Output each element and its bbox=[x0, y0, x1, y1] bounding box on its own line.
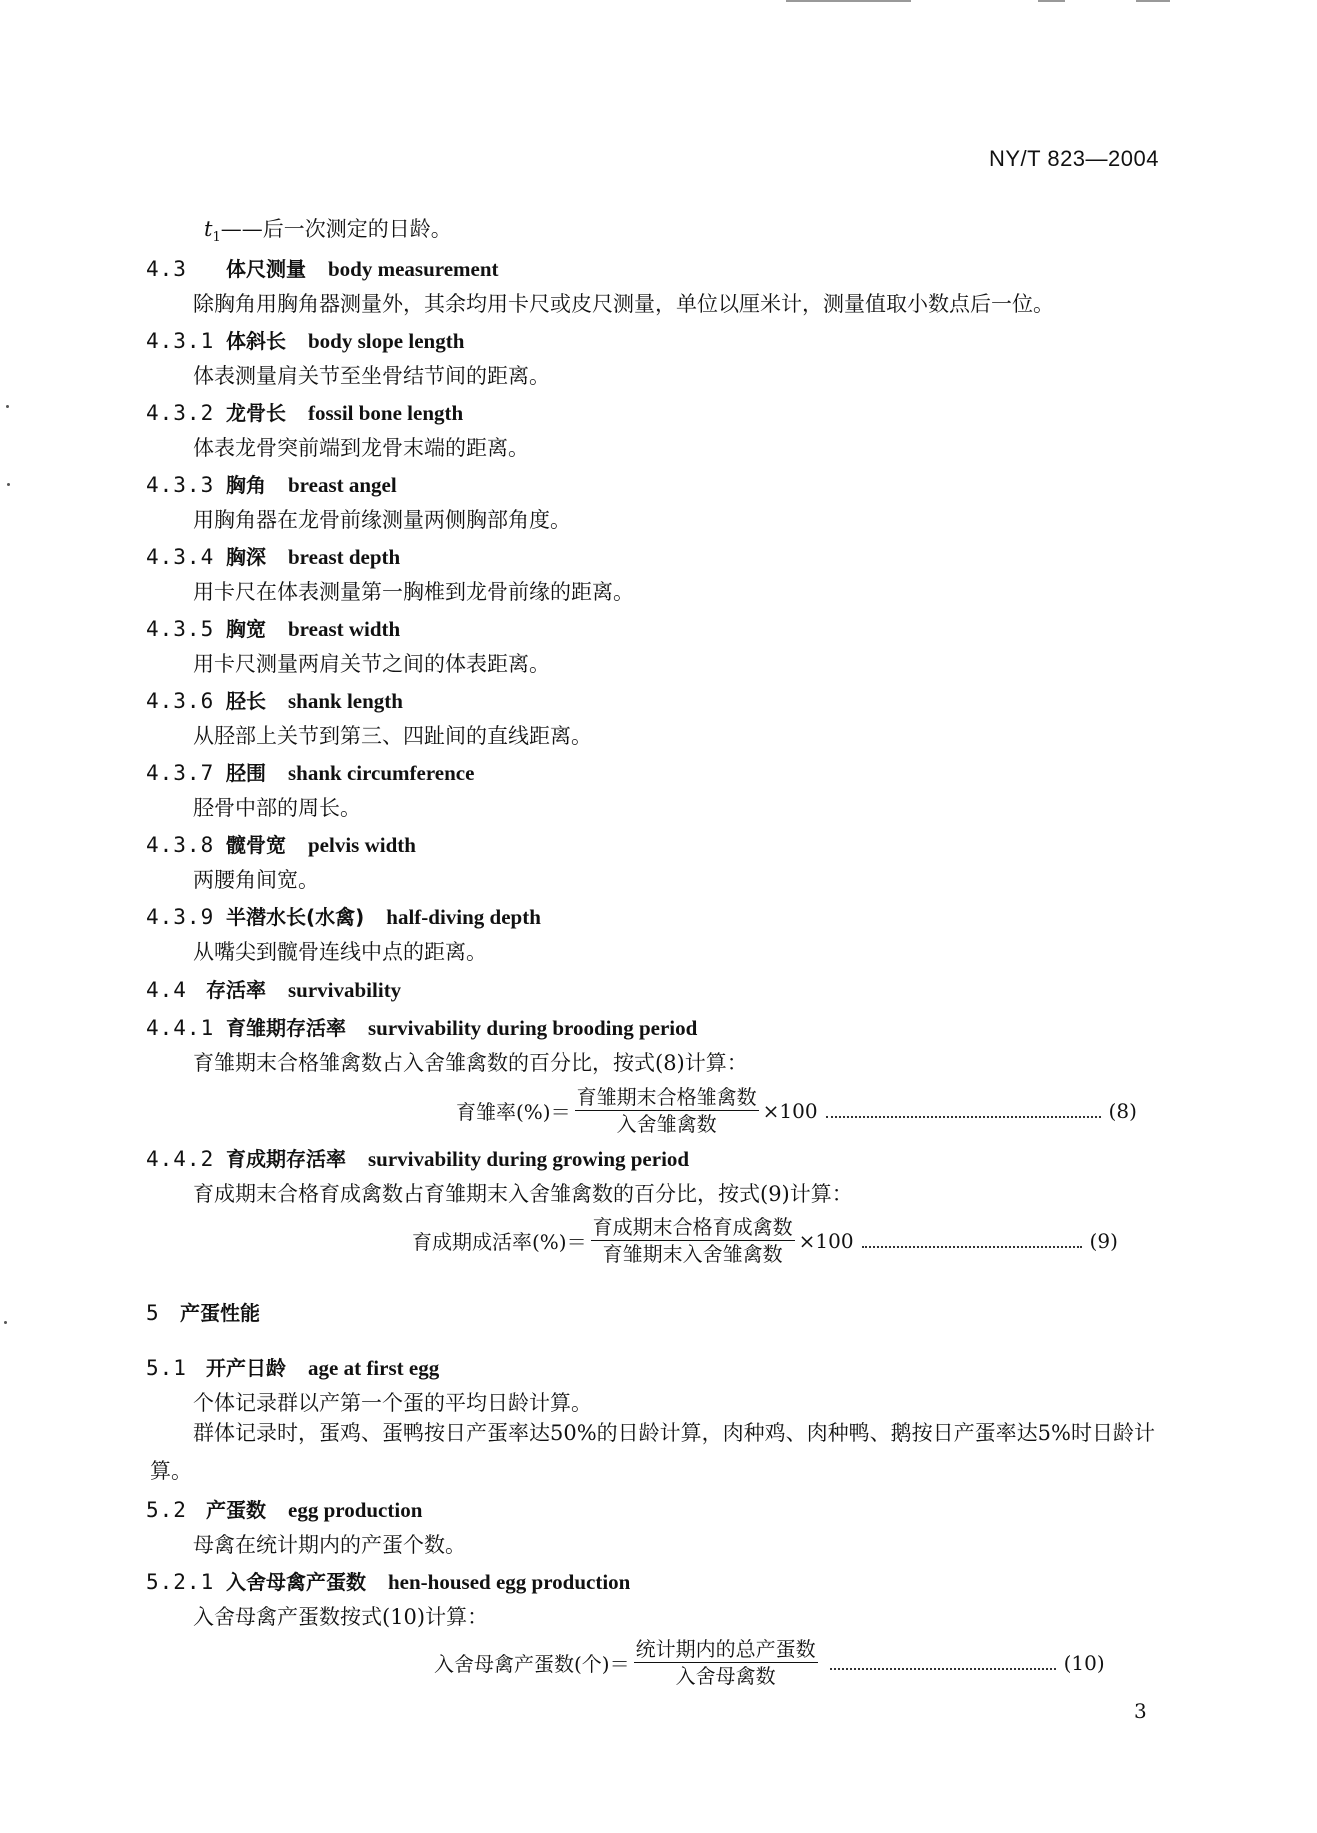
clause-heading-4-3-9 bbox=[146, 901, 541, 930]
formula-lhs: 育成期成活率(%)＝ bbox=[412, 1230, 587, 1254]
clause-number: 4.3.2 bbox=[146, 401, 215, 425]
clause-text-5-1-a: 个体记录群以产第一个蛋的平均日龄计算。 bbox=[193, 1391, 592, 1415]
formula-numerator: 育成期末合格育成禽数 bbox=[592, 1215, 793, 1239]
clause-term-zh: 胸宽 bbox=[226, 617, 266, 641]
clause-heading-4-3-2 bbox=[146, 397, 463, 426]
clause-heading-4-3 bbox=[146, 253, 499, 282]
clause-heading-4-4-1 bbox=[146, 1012, 697, 1041]
clause-heading-5-2-1 bbox=[146, 1566, 630, 1595]
clause-term-zh: 胫长 bbox=[226, 689, 266, 713]
section-heading-5 bbox=[146, 1297, 260, 1326]
clause-term-zh: 龙骨长 bbox=[226, 401, 286, 425]
clause-number: 4.3 bbox=[146, 257, 187, 281]
formula-lhs: 育雏率(%)＝ bbox=[456, 1100, 571, 1124]
clause-term-zh: 胸深 bbox=[226, 545, 266, 569]
scan-speck bbox=[6, 405, 9, 408]
formula-multiplier: ×100 bbox=[798, 1228, 854, 1253]
clause-term-en: breast width bbox=[288, 617, 401, 641]
formula-numerator: 育雏期末合格雏禽数 bbox=[576, 1085, 757, 1109]
clause-heading-5-1 bbox=[146, 1352, 439, 1381]
clause-number: 4.4.1 bbox=[146, 1016, 215, 1040]
clause-term-zh: 胸角 bbox=[226, 473, 266, 497]
clause-term-zh: 存活率 bbox=[206, 978, 266, 1002]
clause-text-5-2: 母禽在统计期内的产蛋个数。 bbox=[193, 1533, 466, 1557]
clause-term-en: survivability during growing period bbox=[368, 1147, 690, 1171]
section-title: 产蛋性能 bbox=[180, 1301, 260, 1325]
clause-term-en: breast angel bbox=[288, 473, 397, 497]
clause-number: 4.4.2 bbox=[146, 1147, 215, 1171]
standard-code: NY/T 823—2004 bbox=[989, 146, 1159, 171]
clause-term-en: shank length bbox=[288, 689, 403, 713]
equation-number: (8) bbox=[1108, 1098, 1137, 1123]
clause-number: 4.3.7 bbox=[146, 761, 215, 785]
formula-denominator: 入舍雏禽数 bbox=[616, 1112, 717, 1136]
clause-term-en: breast depth bbox=[288, 545, 401, 569]
dot-leader bbox=[830, 1668, 1056, 1670]
clause-term-en: body measurement bbox=[328, 257, 499, 281]
clause-heading-4-3-5 bbox=[146, 613, 400, 642]
clause-text-4-3: 除胸角用胸角器测量外，其余均用卡尺或皮尺测量，单位以厘米计，测量值取小数点后一位。 bbox=[193, 292, 1054, 316]
clause-number: 5.1 bbox=[146, 1356, 187, 1380]
clause-heading-4-4 bbox=[146, 974, 401, 1003]
clause-term-en: survivability during brooding period bbox=[368, 1016, 698, 1040]
dot-leader bbox=[862, 1246, 1082, 1248]
clause-heading-4-3-3 bbox=[146, 469, 397, 498]
variable-symbol: t bbox=[204, 217, 213, 241]
clause-text-5-2-1: 入舍母禽产蛋数按式(10)计算： bbox=[193, 1605, 489, 1629]
clause-term-zh: 半潜水长(水禽) bbox=[226, 905, 365, 929]
section-number: 5 bbox=[146, 1301, 160, 1325]
formula-numerator: 统计期内的总产蛋数 bbox=[635, 1637, 816, 1661]
clause-term-zh: 开产日龄 bbox=[206, 1356, 286, 1380]
clause-text-4-3-3: 用胸角器在龙骨前缘测量两侧胸部角度。 bbox=[193, 508, 571, 532]
clause-heading-4-3-6 bbox=[146, 685, 403, 714]
clause-number: 4.3.9 bbox=[146, 905, 215, 929]
clause-number: 4.4 bbox=[146, 978, 187, 1002]
clause-heading-4-4-2 bbox=[146, 1143, 689, 1172]
clause-term-zh: 体斜长 bbox=[226, 329, 286, 353]
clause-heading-4-3-1 bbox=[146, 325, 464, 354]
clause-term-en: hen-housed egg production bbox=[388, 1570, 631, 1594]
clause-number: 5.2 bbox=[146, 1498, 187, 1522]
clause-text-4-3-8: 两腰角间宽。 bbox=[193, 868, 319, 892]
equation-number: (10) bbox=[1063, 1650, 1105, 1675]
formula-10 bbox=[434, 1637, 1105, 1688]
page-number: 3 bbox=[1134, 1699, 1147, 1723]
clause-term-en: fossil bone length bbox=[308, 401, 464, 425]
clause-text-4-4-1: 育雏期末合格雏禽数占入舍雏禽数的百分比，按式(8)计算： bbox=[193, 1051, 748, 1075]
formula-fraction bbox=[575, 1085, 759, 1136]
clause-term-en: pelvis width bbox=[308, 833, 416, 857]
scan-edge-line bbox=[1038, 0, 1065, 2]
scan-speck bbox=[7, 483, 10, 486]
clause-text-4-3-2: 体表龙骨突前端到龙骨末端的距离。 bbox=[193, 436, 529, 460]
clause-text-4-3-4: 用卡尺在体表测量第一胸椎到龙骨前缘的距离。 bbox=[193, 580, 634, 604]
scan-speck bbox=[4, 1321, 7, 1324]
formula-fraction bbox=[634, 1637, 818, 1688]
scan-edge-line bbox=[1136, 0, 1170, 2]
clause-text-4-3-6: 从胫部上关节到第三、四趾间的直线距离。 bbox=[193, 724, 592, 748]
clause-text-5-1-b: 群体记录时，蛋鸡、蛋鸭按日产蛋率达50%的日龄计算，肉种鸡、肉种鸭、鹅按日产蛋率达5%时日龄计算。 bbox=[150, 1421, 1155, 1483]
variable-definition-text: ——后一次测定的日龄。 bbox=[220, 217, 452, 241]
clause-number: 4.3.8 bbox=[146, 833, 215, 857]
clause-number: 4.3.4 bbox=[146, 545, 215, 569]
formula-fraction bbox=[591, 1215, 795, 1266]
formula-8 bbox=[456, 1085, 1137, 1136]
clause-text-4-3-5: 用卡尺测量两肩关节之间的体表距离。 bbox=[193, 652, 550, 676]
clause-heading-5-2 bbox=[146, 1494, 422, 1523]
equation-number: (9) bbox=[1089, 1228, 1118, 1253]
clause-term-zh: 髋骨宽 bbox=[226, 833, 286, 857]
formula-multiplier: ×100 bbox=[762, 1098, 818, 1123]
clause-number: 4.3.1 bbox=[146, 329, 215, 353]
clause-term-zh: 体尺测量 bbox=[226, 257, 306, 281]
clause-term-zh: 产蛋数 bbox=[206, 1498, 266, 1522]
clause-term-zh: 入舍母禽产蛋数 bbox=[226, 1570, 366, 1594]
clause-term-en: survivability bbox=[288, 978, 402, 1002]
dot-leader bbox=[826, 1116, 1101, 1118]
clause-text-4-3-1: 体表测量肩关节至坐骨结节间的距离。 bbox=[193, 364, 550, 388]
clause-number: 4.3.6 bbox=[146, 689, 215, 713]
clause-heading-4-3-7 bbox=[146, 757, 474, 786]
clause-number: 4.3.3 bbox=[146, 473, 215, 497]
clause-text-4-4-2: 育成期末合格育成禽数占育雏期末入舍雏禽数的百分比，按式(9)计算： bbox=[193, 1182, 853, 1206]
formula-denominator: 入舍母禽数 bbox=[675, 1664, 776, 1688]
formula-9 bbox=[412, 1215, 1118, 1266]
scan-edge-line bbox=[786, 0, 911, 2]
clause-term-en: body slope length bbox=[308, 329, 465, 353]
variable-definition bbox=[204, 213, 452, 245]
formula-denominator: 育雏期末入舍雏禽数 bbox=[602, 1242, 783, 1266]
formula-lhs: 入舍母禽产蛋数(个)＝ bbox=[434, 1652, 630, 1676]
clause-term-en: age at first egg bbox=[308, 1356, 440, 1380]
clause-number: 4.3.5 bbox=[146, 617, 215, 641]
clause-term-en: egg production bbox=[288, 1498, 423, 1522]
clause-heading-4-3-4 bbox=[146, 541, 400, 570]
clause-text-4-3-9: 从嘴尖到髋骨连线中点的距离。 bbox=[193, 940, 487, 964]
clause-term-zh: 胫围 bbox=[226, 761, 266, 785]
clause-term-en: shank circumference bbox=[288, 761, 475, 785]
clause-term-zh: 育雏期存活率 bbox=[226, 1016, 346, 1040]
clause-text-4-3-7: 胫骨中部的周长。 bbox=[193, 796, 361, 820]
clause-number: 5.2.1 bbox=[146, 1570, 215, 1594]
clause-term-zh: 育成期存活率 bbox=[226, 1147, 346, 1171]
clause-heading-4-3-8 bbox=[146, 829, 416, 858]
variable-subscript: 1 bbox=[212, 230, 221, 246]
clause-term-en: half-diving depth bbox=[386, 905, 541, 929]
